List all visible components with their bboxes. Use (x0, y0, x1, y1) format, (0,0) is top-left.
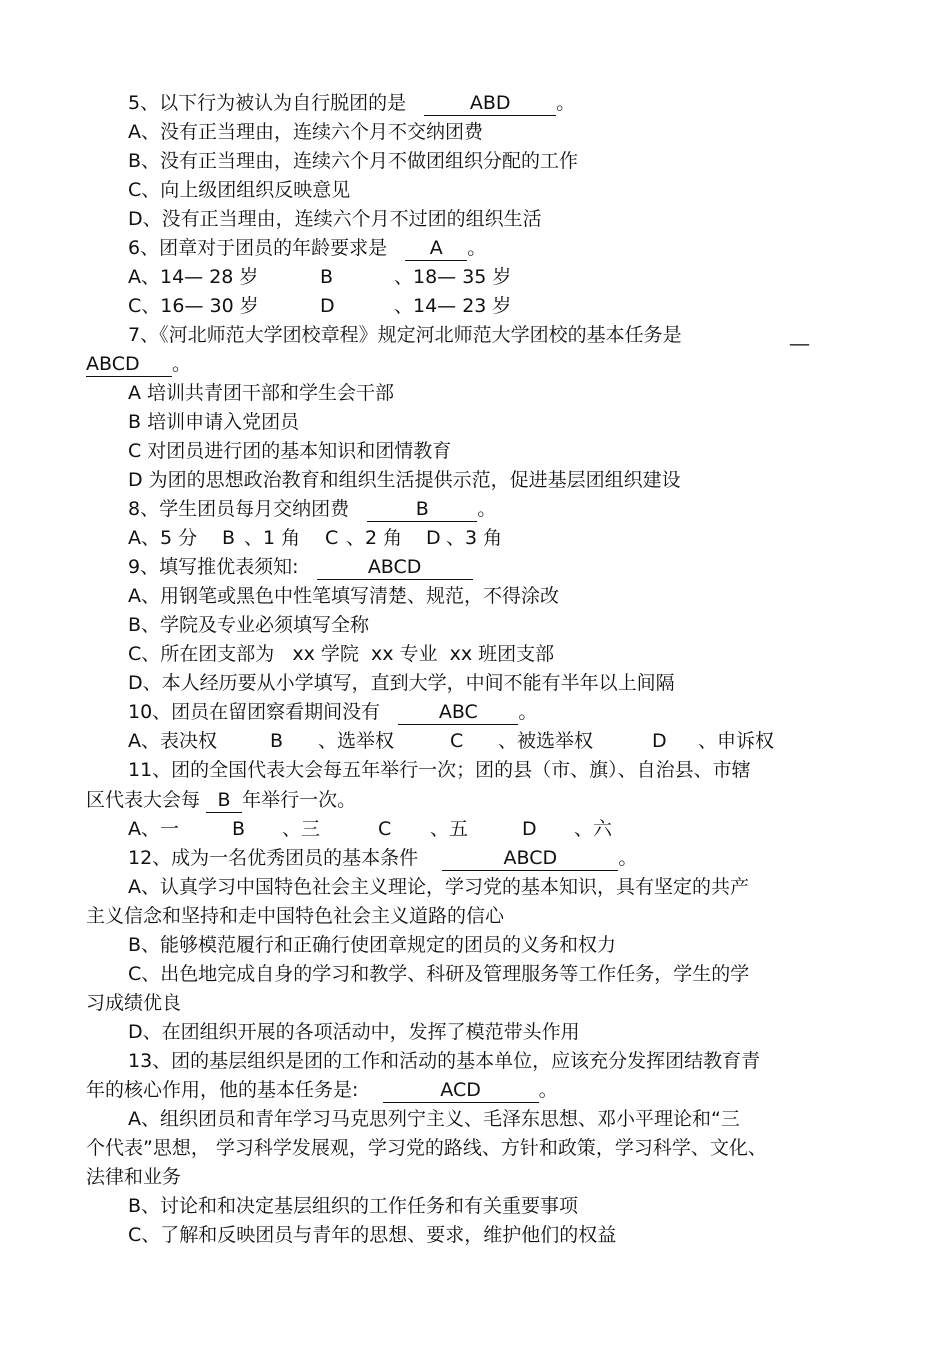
option-line: B、学院及专业必须填写全称 (128, 614, 370, 636)
option-line: D、没有正当理由，连续六个月不过团的组织生活 (128, 208, 542, 230)
option-line-cont: 主义信念和坚持和走中国特色社会主义道路的信心 (86, 905, 505, 927)
question-6-stem: 6、团章对于团员的年龄要求是 A 。 (128, 237, 487, 259)
answer-blank: B (206, 789, 242, 813)
option-letter: D (522, 818, 537, 840)
option-line: B、能够模范履行和正确行使团章规定的团员的义务和权力 (128, 934, 617, 956)
option-line: A 培训共青团干部和学生会干部 (128, 382, 395, 404)
answer-blank: ABCD (317, 556, 473, 580)
answer-blank: A (405, 237, 467, 261)
option-line: B、讨论和和决定基层组织的工作任务和有关重要事项 (128, 1195, 579, 1217)
option-letter: C (450, 730, 464, 752)
answer-blank: B (367, 498, 477, 522)
option-line: C、所在团支部为 xx 学院 xx 专业 xx 班团支部 (128, 643, 555, 665)
option-text: 、五 (430, 818, 469, 840)
option-line: A、没有正当理由，连续六个月不交纳团费 (128, 121, 483, 143)
option-line: A、用钢笔或黑色中性笔填写清楚、规范，不得涂改 (128, 585, 559, 607)
option-text: 、三 (282, 818, 321, 840)
option-text: 、3 角 (446, 527, 503, 549)
option-text: 、1 角 (244, 527, 301, 549)
option-line: A、表决权 (128, 730, 217, 752)
answer-blank: ABCD (86, 353, 172, 377)
option-letter: D (320, 295, 335, 317)
question-10-stem: 10、团员在留团察看期间没有 ABC 。 (128, 701, 538, 723)
answer-blank: ABC (398, 701, 518, 725)
question-7-blank-start: __ (790, 324, 809, 346)
option-line: C、出色地完成自身的学习和教学、科研及管理服务等工作任务，学生的学 (128, 963, 750, 985)
option-letter: B (270, 730, 284, 752)
option-line: A、认真学习中国特色社会主义理论，学习党的基本知识，具有坚定的共产 (128, 876, 749, 898)
question-5-stem: 5、以下行为被认为自行脱团的是 ABD 。 (128, 92, 576, 114)
question-9-stem: 9、填写推优表须知: ABCD (128, 553, 473, 581)
option-text: 、2 角 (346, 527, 403, 549)
option-letter: D (652, 730, 667, 752)
question-13-stem-cont: 年的核心作用，他的基本任务是: ACD 。 (86, 1079, 558, 1101)
option-letter: B (320, 266, 334, 288)
question-7-stem-cont: ABCD 。 (86, 353, 192, 375)
option-line: A、组织团员和青年学习马克思列宁主义、毛泽东思想、邓小平理论和“三 (128, 1108, 740, 1130)
answer-blank: ABD (424, 92, 556, 116)
option-line: C、16— 30 岁 (128, 295, 259, 317)
question-11-stem-cont: 区代表大会每 B 年举行一次。 (86, 789, 357, 811)
option-text: 、申诉权 (698, 730, 775, 752)
option-letter: C (378, 818, 392, 840)
option-line: C 对团员进行团的基本知识和团情教育 (128, 440, 452, 462)
option-text: 、被选举权 (498, 730, 594, 752)
answer-blank: ACD (383, 1079, 539, 1103)
option-text: 、选举权 (318, 730, 395, 752)
option-line: C、向上级团组织反映意见 (128, 179, 351, 201)
option-line-cont: 习成绩优良 (86, 992, 182, 1014)
question-7-stem: 7、《河北师范大学团校章程》规定河北师范大学团校的基本任务是 (128, 324, 682, 346)
option-letter: B (232, 818, 246, 840)
option-letter: B (222, 527, 236, 549)
question-13-stem: 13、团的基层组织是团的工作和活动的基本单位，应该充分发挥团结教育青 (128, 1050, 761, 1072)
option-line-cont: 法律和业务 (86, 1166, 182, 1188)
option-line: A、14— 28 岁 (128, 266, 259, 288)
option-line-cont: 个代表”思想， 学习科学发展观，学习党的路线、方针和政策，学习科学、文化、 (86, 1137, 767, 1159)
answer-blank: ABCD (442, 847, 618, 871)
question-11-stem: 11、团的全国代表大会每五年举行一次；团的县（市、旗）、自治县、市辖 (128, 759, 751, 781)
question-8-stem: 8、学生团员每月交纳团费 B 。 (128, 498, 497, 520)
option-line: D、本人经历要从小学填写，直到大学，中间不能有半年以上间隔 (128, 672, 675, 694)
option-line: A、一 (128, 818, 179, 840)
question-12-stem: 12、成为一名优秀团员的基本条件 ABCD 。 (128, 847, 638, 869)
option-line: A、5 分 (128, 527, 198, 549)
option-text: 、六 (574, 818, 613, 840)
option-letter: D (426, 527, 441, 549)
option-line: B、没有正当理由，连续六个月不做团组织分配的工作 (128, 150, 579, 172)
option-line: D 为团的思想政治教育和组织生活提供示范，促进基层团组织建设 (128, 469, 681, 491)
option-line: C、了解和反映团员与青年的思想、要求，维护他们的权益 (128, 1224, 617, 1246)
option-text: 、14— 23 岁 (394, 295, 512, 317)
option-line: D、在团组织开展的各项活动中，发挥了模范带头作用 (128, 1021, 580, 1043)
option-text: 、18— 35 岁 (394, 266, 512, 288)
option-letter: C (325, 527, 339, 549)
option-line: B 培训申请入党团员 (128, 411, 300, 433)
